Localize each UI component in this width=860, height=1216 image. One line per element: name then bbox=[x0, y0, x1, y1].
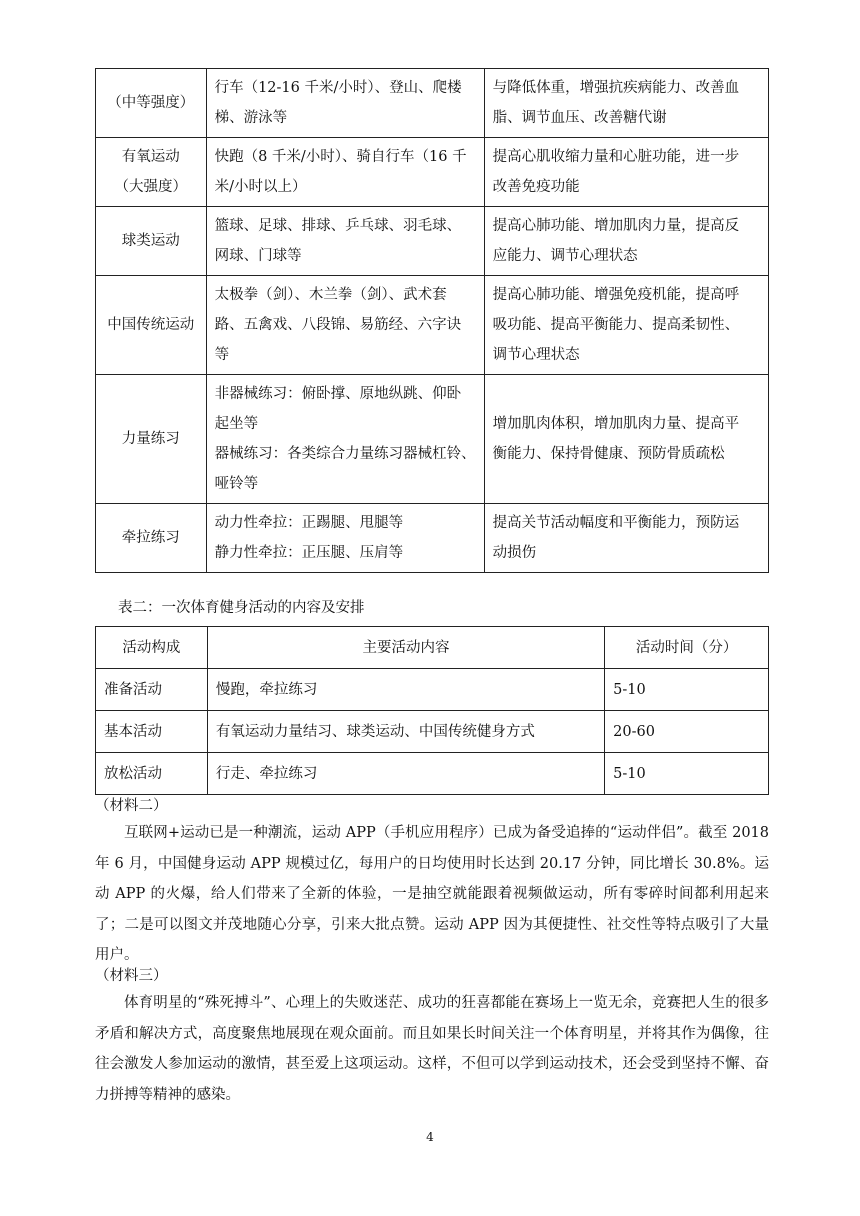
column-header: 活动时间（分） bbox=[605, 627, 769, 669]
cell-line: 牵拉练习 bbox=[121, 530, 180, 546]
cell-line: 梯、游泳等 bbox=[214, 110, 288, 126]
cell-line: 提高心肌收缩力量和心脏功能，进一步 bbox=[492, 149, 740, 165]
cell-line: 行车（12-16 千米/小时）、登山、爬楼 bbox=[214, 80, 462, 96]
category-cell bbox=[96, 138, 207, 207]
cell-line: 应能力、调节心理状态 bbox=[492, 248, 638, 264]
cell-line: 路、五禽戏、八段锦、易筋经、六字诀 bbox=[214, 317, 462, 333]
effect-cell bbox=[484, 375, 768, 504]
table-cell: 有氧运动力量结习、球类运动、中国传统健身方式 bbox=[207, 711, 604, 753]
table-row bbox=[96, 375, 769, 504]
table-cell: 慢跑，牵拉练习 bbox=[207, 669, 604, 711]
cell-line: 动力性牵拉：正踢腿、甩腿等 bbox=[214, 515, 404, 531]
cell-line: 有氧运动 bbox=[121, 149, 180, 165]
cell-line: 起坐等 bbox=[214, 416, 259, 432]
cell-line: 吸功能、提高平衡能力、提高柔韧性、 bbox=[492, 317, 740, 333]
table-row bbox=[96, 504, 769, 573]
effect-cell bbox=[484, 276, 768, 375]
column-header: 活动构成 bbox=[96, 627, 208, 669]
effect-cell bbox=[484, 69, 768, 138]
cell-line: 脂、调节血压、改善糖代谢 bbox=[492, 110, 667, 126]
cell-line: 改善免疫功能 bbox=[492, 179, 580, 195]
table-row bbox=[96, 207, 769, 276]
cell-line: 篮球、足球、排球、乒乓球、羽毛球、 bbox=[214, 218, 462, 234]
category-cell bbox=[96, 276, 207, 375]
cell-line: 力量练习 bbox=[121, 431, 180, 447]
cell-line: 非器械练习：俯卧撑、原地纵跳、仰卧 bbox=[214, 386, 462, 402]
cell-line: 快跑（8 千米/小时）、骑自行车（16 千 bbox=[214, 149, 467, 165]
cell-line: 调节心理状态 bbox=[492, 347, 580, 363]
content-cell bbox=[206, 207, 484, 276]
table-row bbox=[96, 669, 769, 711]
cell-line: 球类运动 bbox=[121, 233, 180, 249]
content-cell bbox=[206, 138, 484, 207]
cell-line: 太极拳（剑）、木兰拳（剑）、武术套 bbox=[214, 287, 447, 303]
cell-line: 哑铃等 bbox=[214, 476, 259, 492]
table-cell: 5-10 bbox=[605, 669, 769, 711]
category-cell bbox=[96, 69, 207, 138]
effect-cell bbox=[484, 504, 768, 573]
table2-caption: 表二：一次体育健身活动的内容及安排 bbox=[118, 600, 365, 616]
content-cell bbox=[206, 69, 484, 138]
table-cell: 20-60 bbox=[605, 711, 769, 753]
material2-label: （材料二） bbox=[95, 798, 168, 814]
cell-line: 中国传统运动 bbox=[107, 317, 195, 333]
cell-line: 提高心肺功能、增加肌肉力量，提高反 bbox=[492, 218, 740, 234]
cell-line: （中等强度） bbox=[107, 95, 195, 111]
activity-schedule-table bbox=[95, 626, 769, 795]
cell-line: （大强度） bbox=[114, 179, 188, 195]
material3-paragraph: 体育明星的“殊死搏斗”、心理上的失败迷茫、成功的狂喜都能在赛场上一览无余，竞赛把人生的很多矛盾和解决方式，高度聚焦地展现在观众面前。而且如果长时间关注一个体育明星，并将其作为偶像，往往会激发人参加运动的激情，甚至爱上这项运动。这样，不但可以学到运动技术，还会受到坚持不懈、奋力拼搏等精神的感染。 bbox=[95, 995, 769, 1103]
material2-paragraph: 互联网+运动已是一种潮流，运动 APP（手机应用程序）已成为备受追捧的“运动伴侣”。截至 2018 年 6 月，中国健身运动 APP 规模过亿，每用户的日均使用时长达到 20.17 分钟，同比增长 30.8%。运动 APP 的火爆，给人们带来了全新的体验，一是抽空就能跟着视频做运动，所有零碎时间都利用起来了；二是可以图文并茂地随心分享，引来大批点赞。运动 APP 因为其便捷性、社交性等特点吸引了大量用户。 bbox=[95, 825, 769, 963]
material3-label: （材料三） bbox=[95, 968, 168, 984]
table-row bbox=[96, 276, 769, 375]
table-cell: 准备活动 bbox=[96, 669, 208, 711]
exercise-types-table bbox=[95, 68, 769, 573]
table-row bbox=[96, 138, 769, 207]
content-cell bbox=[206, 276, 484, 375]
effect-cell bbox=[484, 207, 768, 276]
page-number: 4 bbox=[426, 1130, 434, 1144]
cell-line: 增加肌肉体积，增加肌肉力量、提高平 bbox=[492, 416, 740, 432]
table-cell: 基本活动 bbox=[96, 711, 208, 753]
table-row bbox=[96, 753, 769, 795]
column-header: 主要活动内容 bbox=[207, 627, 604, 669]
table-row bbox=[96, 711, 769, 753]
category-cell bbox=[96, 504, 207, 573]
cell-line: 衡能力、保持骨健康、预防骨质疏松 bbox=[492, 446, 725, 462]
cell-line: 米/小时以上） bbox=[214, 179, 307, 195]
table-cell: 行走、牵拉练习 bbox=[207, 753, 604, 795]
effect-cell bbox=[484, 138, 768, 207]
cell-line: 动损伤 bbox=[492, 545, 537, 561]
table-header-row bbox=[96, 627, 769, 669]
cell-line: 等 bbox=[214, 347, 230, 363]
table-cell: 放松活动 bbox=[96, 753, 208, 795]
table-row bbox=[96, 69, 769, 138]
content-cell bbox=[206, 375, 484, 504]
cell-line: 与降低体重，增强抗疾病能力、改善血 bbox=[492, 80, 740, 96]
cell-line: 提高关节活动幅度和平衡能力，预防运 bbox=[492, 515, 740, 531]
category-cell bbox=[96, 375, 207, 504]
table-cell: 5-10 bbox=[605, 753, 769, 795]
cell-line: 器械练习：各类综合力量练习器械杠铃、 bbox=[214, 446, 476, 462]
cell-line: 静力性牵拉：正压腿、压肩等 bbox=[214, 545, 404, 561]
content-cell bbox=[206, 504, 484, 573]
cell-line: 提高心肺功能、增强免疫机能，提高呼 bbox=[492, 287, 740, 303]
cell-line: 网球、门球等 bbox=[214, 248, 302, 264]
category-cell bbox=[96, 207, 207, 276]
